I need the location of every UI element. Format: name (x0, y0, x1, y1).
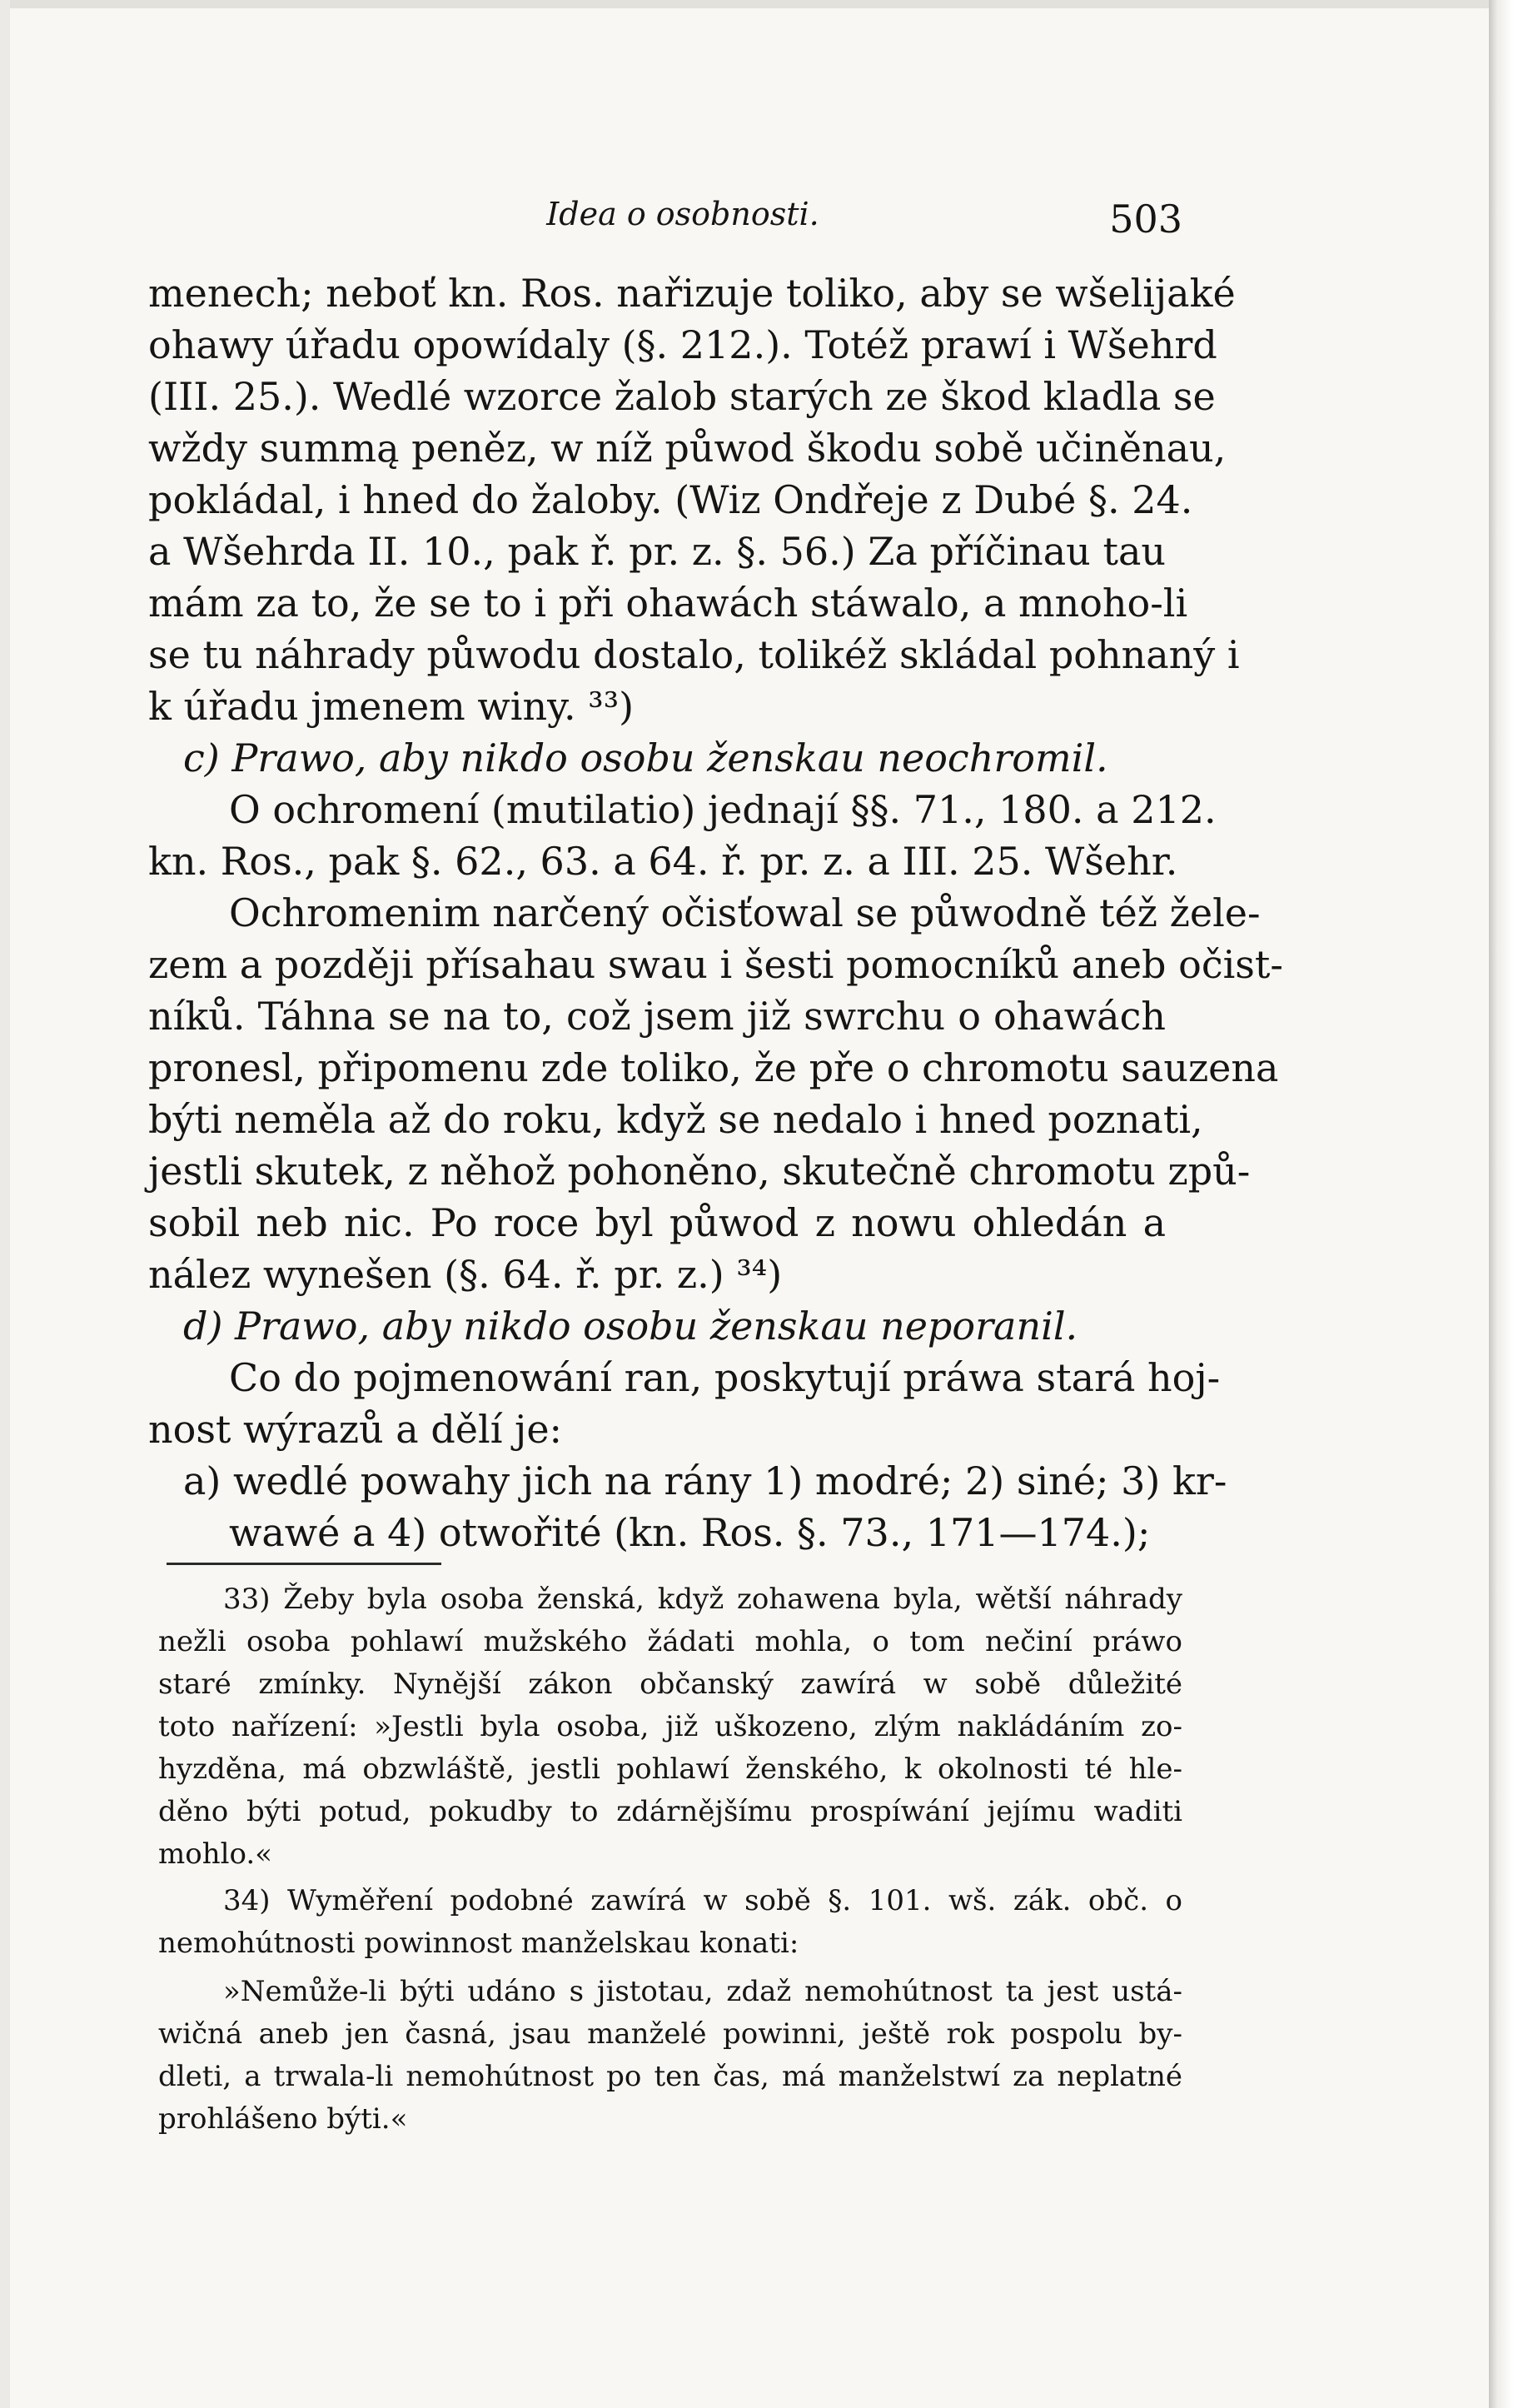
body-line: býti neměla až do roku, když se nedalo i hned poznati, (148, 1097, 1203, 1142)
body-line: nález wynešen (§. 64. ř. pr. z.) ³⁴) (148, 1252, 783, 1297)
body-line: pronesl, připomenu zde toliko, že pře o chromotu sauzena (148, 1045, 1279, 1090)
body-line: (III. 25.). Wedlé wzorce žalob starých ze škod kladla se (148, 374, 1216, 419)
body-line: pokládal, i hned do žaloby. (Wiz Ondřeje z Dubé §. 24. (148, 477, 1193, 522)
body-line: níků. Táhna se na to, což jsem již swrchu o ohawách (148, 994, 1166, 1039)
body-line: Co do pojmenowání ran, poskytují práwa stará hoj- (229, 1355, 1221, 1400)
body-line: menech; neboť kn. Ros. nařizuje toliko, aby se wšelijaké (148, 271, 1236, 316)
footnote-33-line: hyzděna, má obzwláště, jestli pohlawí ženského, k okolnosti té hle- (158, 1752, 1182, 1786)
scan-edge-top (0, 0, 1513, 8)
body-line: Ochromenim narčený očisťowal se půwodně též žele- (229, 890, 1261, 935)
footnote-33-line: nežli osoba pohlawí mužského žádati mohla, o tom nečiní práwo (158, 1625, 1182, 1658)
footnote-34-quote-line: prohlášeno býti.« (158, 2102, 408, 2136)
footnote-33-line: staré zmínky. Nynější zákon občanský zawírá w sobě důležité (158, 1668, 1182, 1701)
body-line: mám za to, že se to i při ohawách stáwalo, a mnoho-li (148, 581, 1188, 626)
footnote-34-quote-line: dleti, a trwala-li nemohútnost po ten čas, má manželstwí za neplatné (158, 2060, 1182, 2093)
footnote-33-line: mohlo.« (158, 1837, 272, 1871)
body-line: se tu náhrady půwodu dostalo, tolikéž skládal pohnaný i (148, 632, 1240, 677)
list-item-a: a) wedlé powahy jich na rány 1) modré; 2) siné; 3) kr- (183, 1458, 1227, 1503)
footnote-34-quote-line: wičná aneb jen časná, jsau manželé powinni, ještě rok pospolu by- (158, 2017, 1182, 2051)
body-line: O ochromení (mutilatio) jednají §§. 71., 180. a 212. (229, 787, 1217, 832)
footnote-33-line: děno býti potud, pokudby to zdárnějšímu prospíwání jejímu waditi (158, 1795, 1182, 1828)
body-line: k úřadu jmenem winy. ³³) (148, 684, 635, 729)
body-line: kn. Ros., pak §. 62., 63. a 64. ř. pr. z. a III. 25. Wšehr. (148, 839, 1178, 884)
body-line: sobil neb nic. Po roce byl půwod z nowu ohledán a (148, 1200, 1166, 1245)
body-line: jestli skutek, z něhož pohoněno, skutečně chromotu způ- (148, 1149, 1251, 1194)
body-line: ohawy úřadu opowídaly (§. 212.). Totéž prawí i Wšehrd (148, 322, 1217, 367)
running-title: Idea o osobnosti. (546, 196, 819, 232)
scan-edge-left (0, 0, 10, 2408)
footnote-divider (167, 1563, 441, 1565)
footnote-34-quote-line: »Nemůže-li býti udáno s jistotau, zdaž nemohútnost ta jest ustá- (223, 1975, 1182, 2008)
body-line: zem a později přísahau swau i šesti pomocníků aneb očist- (148, 942, 1283, 987)
page-number: 503 (1109, 197, 1182, 242)
body-line: wždy summą peněz, w níž půwod škodu sobě učiněnau, (148, 426, 1227, 471)
body-line: nost wýrazů a dělí je: (148, 1407, 563, 1452)
footnote-33-line: toto nařízení: »Jestli byla osoba, již uškozeno, zlým nakládáním zo- (158, 1710, 1182, 1743)
footnote-33-line: 33) Žeby byla osoba ženská, když zohawena byla, wětší náhrady (223, 1583, 1182, 1616)
section-heading-c: c) Prawo, aby nikdo osobu ženskau neochromil. (183, 735, 1108, 780)
body-line: a Wšehrda II. 10., pak ř. pr. z. §. 56.) Za příčinau tau (148, 529, 1166, 574)
scan-edge-right (1489, 0, 1513, 2408)
footnote-34-line: nemohútnosti powinnost manželskau konati: (158, 1927, 799, 1960)
footnote-34-line: 34) Wyměření podobné zawírá w sobě §. 101. wš. zák. obč. o (223, 1884, 1182, 1917)
section-heading-d: d) Prawo, aby nikdo osobu ženskau neporanil. (183, 1304, 1078, 1349)
body-line: wawé a 4) otwořité (kn. Ros. §. 73., 171—174.); (229, 1510, 1151, 1555)
